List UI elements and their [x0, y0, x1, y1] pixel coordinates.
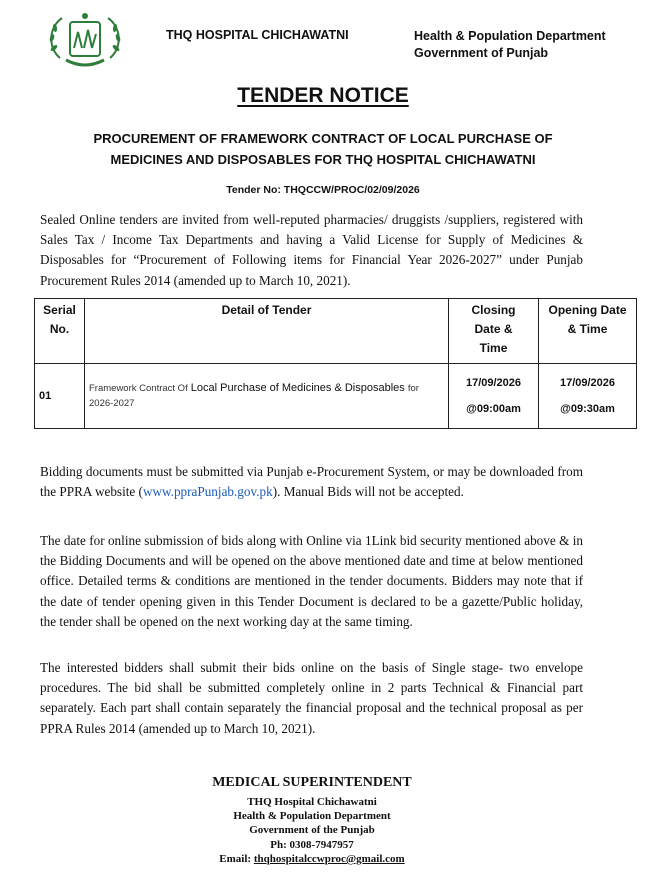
procedure-paragraph: The interested bidders shall submit their bids online on the basis of Single stage- two envelope procedures. The bid shall be submitted completely online in 2 parts Technical & Financial part separately. Each part shall contain separately the financial proposal and the technical proposal as per PPRA Rules 2014 (amended up to March 10, 2021). — [40, 660, 583, 736]
header-opening-line-2: & Time — [567, 322, 608, 336]
bidding-paragraph — [40, 462, 583, 502]
bidding-text-after: ). Manual Bids will not be accepted. — [272, 484, 464, 500]
detail-main: Local Purchase of Medicines & Disposables — [190, 382, 405, 394]
ppra-website-link[interactable]: www.ppraPunjab.gov.pk — [142, 484, 273, 500]
row-serial: 01 — [35, 364, 85, 429]
email-link[interactable]: thqhospitalccwproc@gmail.com — [253, 853, 405, 865]
notice-title: TENDER NOTICE — [237, 84, 409, 107]
row-closing — [449, 364, 539, 429]
tender-table — [34, 298, 637, 429]
department-block — [414, 28, 606, 62]
signatory-email-line — [150, 852, 474, 867]
closing-date: 17/09/2026 — [465, 377, 522, 389]
header-serial-line-1: Serial — [43, 303, 76, 317]
tender-number: Tender No: THQCCW/PROC/02/09/2026 — [226, 184, 420, 196]
punjab-seal-icon — [40, 8, 130, 78]
row-opening — [539, 364, 637, 429]
header-detail: Detail of Tender — [85, 299, 449, 364]
header-closing — [449, 299, 539, 364]
header-closing-line-1: Closing — [471, 303, 516, 317]
signatory-government: Government of the Punjab — [249, 824, 375, 836]
table-row — [35, 364, 637, 429]
email-label: Email: — [219, 853, 252, 865]
header-opening — [539, 299, 637, 364]
header-serial — [35, 299, 85, 364]
intro-paragraph: Sealed Online tenders are invited from well-reputed pharmacies/ druggists /suppliers, registered with Sales Tax / Income Tax Departments and having a Valid License for Supply of Medicines & Disposables for “Procurement of Following items for Financial Year 2026-2027” under Punjab Procurement Rules 2014 (amended up to March 10, 2021). — [40, 212, 583, 288]
header-serial-line-2: No. — [49, 322, 70, 336]
signatory-hospital: THQ Hospital Chichawatni — [247, 796, 377, 808]
hospital-name: THQ HOSPITAL CHICHAWATNI — [166, 28, 349, 42]
bidding-text-before: Bidding documents must be submitted via Punjab e-Procurement System, or may be downloaded from the PPRA website ( — [40, 464, 583, 500]
header-closing-line-2: Date & — [474, 322, 513, 336]
government-name: Government of Punjab — [414, 46, 549, 60]
closing-time: @09:00am — [466, 403, 521, 415]
department-name: Health & Population Department — [414, 29, 606, 43]
header-opening-line-1: Opening Date — [548, 303, 627, 317]
subtitle-line-1: PROCUREMENT OF FRAMEWORK CONTRACT OF LOCAL PURCHASE OF — [93, 131, 553, 146]
detail-suffix: for — [407, 383, 419, 394]
table-header-row — [35, 299, 637, 364]
detail-prefix: Framework Contract Of — [89, 383, 188, 394]
signatory-title: MEDICAL SUPERINTENDENT — [212, 775, 412, 790]
header-closing-line-3: Time — [479, 341, 508, 355]
detail-year: 2026-2027 — [89, 398, 135, 409]
subtitle-line-2: MEDICINES AND DISPOSABLES FOR THQ HOSPITAL CHICHAWATNI — [110, 152, 536, 167]
notice-subtitle — [40, 128, 606, 170]
opening-time: @09:30am — [560, 403, 615, 415]
signatory-phone: Ph: 0308-7947957 — [270, 839, 354, 851]
opening-date: 17/09/2026 — [559, 377, 616, 389]
signatory-department: Health & Population Department — [233, 810, 391, 822]
row-detail — [85, 364, 449, 429]
submission-paragraph: The date for online submission of bids along with Online via 1Link bid security mentioned above & in the Bidding Documents and will be opened on the above mentioned date and time at below mentioned office. Detailed terms & conditions are mentioned in the tender documents. Bidders may note that if the date of tender opening given in this Tender Document is declared to be a gazette/Public holiday, the tender shall be opened on the next working day at the same timing. — [40, 533, 583, 629]
